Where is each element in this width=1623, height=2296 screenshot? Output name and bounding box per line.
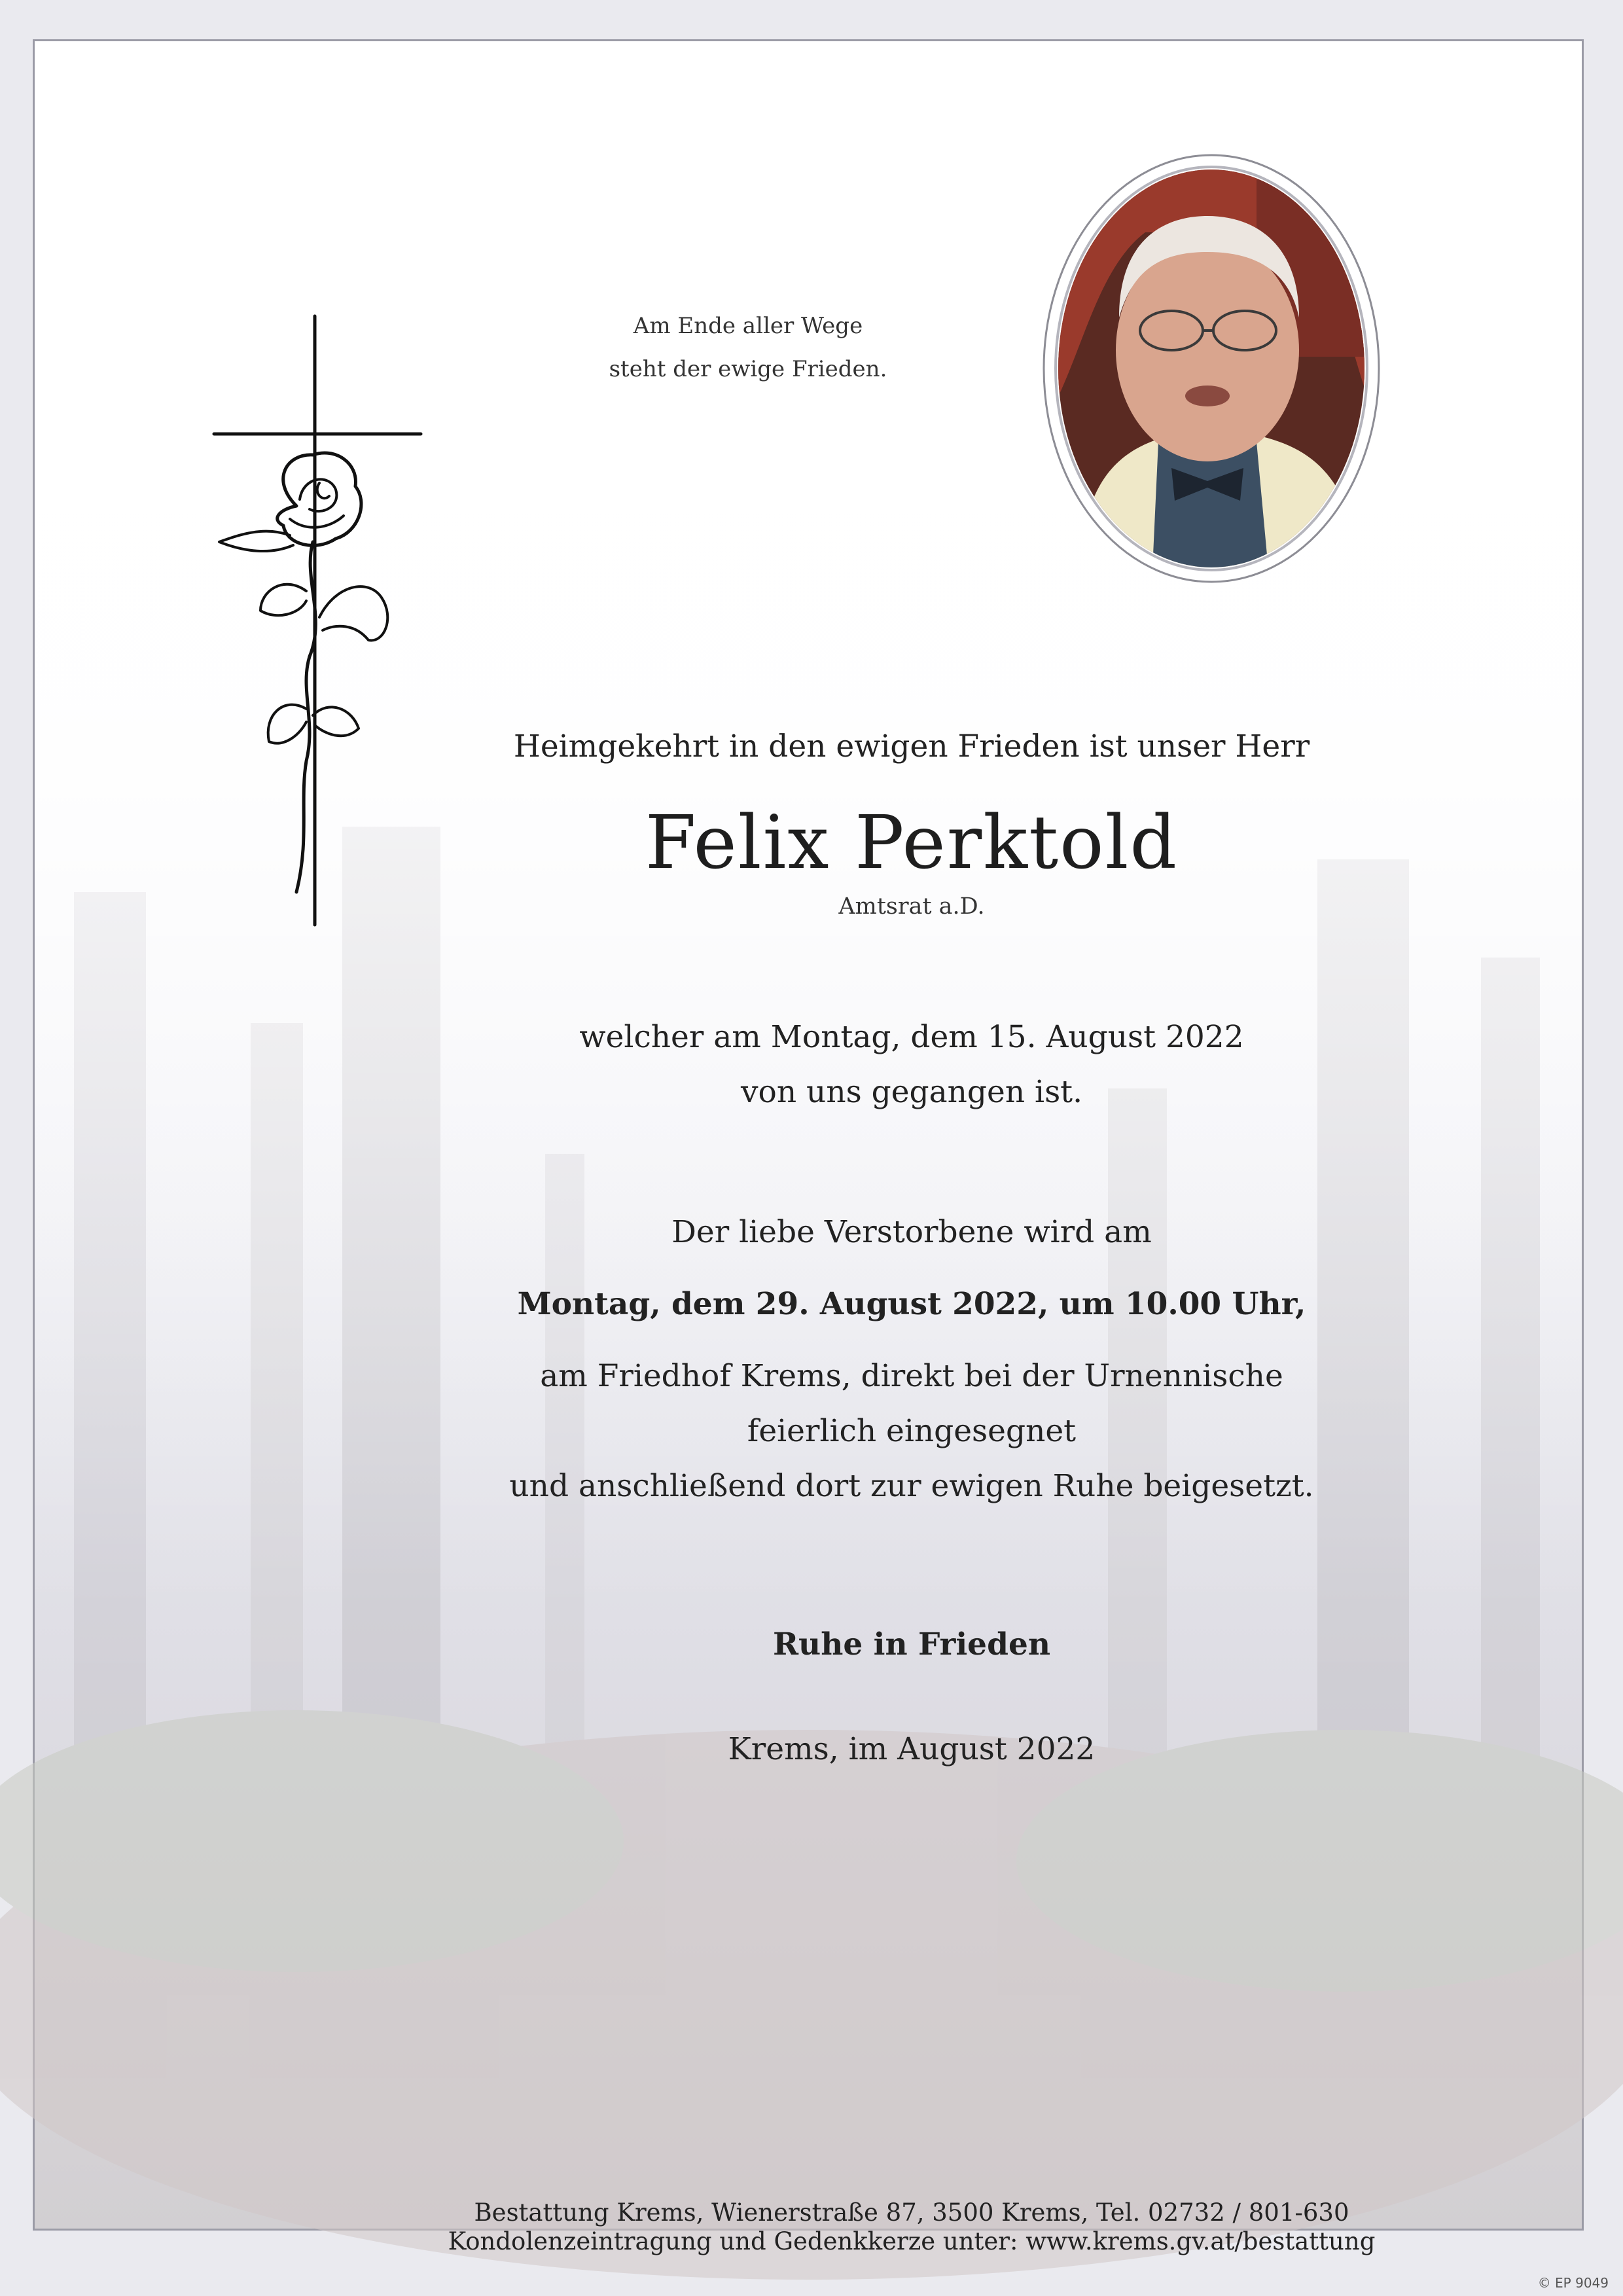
deceased-name: Felix Perktold bbox=[645, 800, 1179, 886]
print-code: © EP 9049 bbox=[1537, 2275, 1609, 2291]
funeral-line-2: am Friedhof Krems, direkt bei der Urnennische bbox=[540, 1358, 1283, 1394]
deceased-title: Amtsrat a.D. bbox=[838, 893, 985, 920]
death-line-1: welcher am Montag, dem 15. August 2022 bbox=[579, 1019, 1244, 1055]
place-date: Krems, im August 2022 bbox=[728, 1731, 1096, 1767]
portrait-photo bbox=[1041, 154, 1382, 583]
obituary-card bbox=[33, 39, 1584, 2255]
death-line-2: von uns gegangen ist. bbox=[740, 1074, 1083, 1110]
quote-line-2: steht der ewige Frieden. bbox=[609, 356, 887, 382]
funeral-line-3: feierlich eingesegnet bbox=[747, 1413, 1077, 1449]
quote bbox=[532, 304, 964, 391]
funeral-line-1: Der liebe Verstorbene wird am bbox=[671, 1214, 1152, 1250]
closing-text: Ruhe in Frieden bbox=[772, 1626, 1051, 1662]
footer-line-1: Bestattung Krems, Wienerstraße 87, 3500 Krems, Tel. 02732 / 801-630 bbox=[474, 2198, 1349, 2227]
footer-line-2: Kondolenzeintragung und Gedenkkerze unter: www.krems.gv.at/bestattung bbox=[448, 2227, 1376, 2255]
footer bbox=[224, 2198, 1599, 2256]
intro-text: Heimgekehrt in den ewigen Frieden ist unser Herr bbox=[513, 728, 1310, 764]
cross-with-rose-icon bbox=[172, 316, 434, 977]
funeral-date: Montag, dem 29. August 2022, um 10.00 Uhr, bbox=[517, 1286, 1306, 1322]
funeral-line-4: und anschließend dort zur ewigen Ruhe beigesetzt. bbox=[509, 1468, 1314, 1504]
quote-line-1: Am Ende aller Wege bbox=[633, 313, 863, 339]
